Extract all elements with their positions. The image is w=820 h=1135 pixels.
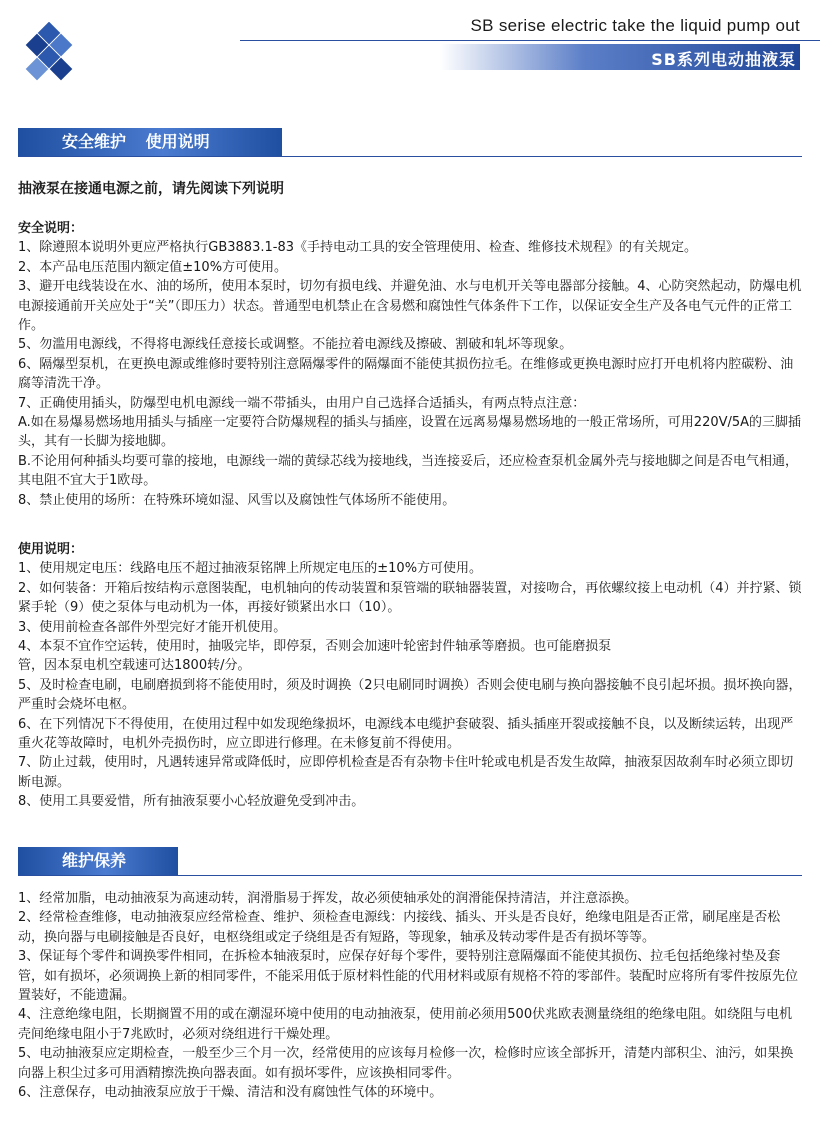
subsection-title-usage: 使用说明： bbox=[18, 542, 84, 557]
list-item: 3、使用前检查各部件外型完好才能开机使用。 bbox=[18, 619, 287, 635]
list-item: 3、保证每个零件和调换零件相同，在拆检本轴液泵时，应保存好每个零件，要特别注意隔爆面不能使其损伤、拉毛包括绝缘衬垫及套管，如有损坏，必须调换上新的相同零件，不能采用低于原材料性能的代用材料或原有规格不符的零部件。装配时应将所有零件按原先位置装好，不能遗漏。 bbox=[18, 949, 799, 1004]
section-divider bbox=[18, 875, 802, 876]
list-item: 6、在下列情况下不得使用，在使用过程中如发现绝缘损坏，电源线本电缆护套破裂、插头插座开裂或接触不良，以及断续运转，出现严重火花等故障时，电机外壳损伤时，应立即进行修理。在未修复前不得使用。 bbox=[18, 716, 794, 752]
list-item: 4、注意绝缘电阻，长期搁置不用的或在潮湿环境中使用的电动抽液泵，使用前必须用500伏兆欧表测量绕组的绝缘电阻。如绕阻与电机壳间绝缘电阻小于7兆欧时，必须对绕组进行干燥处理。 bbox=[18, 1007, 793, 1042]
list-item: 6、注意保存，电动抽液泵应放于干燥、清洁和没有腐蚀性气体的环境中。 bbox=[18, 1085, 443, 1101]
list-item: 7、正确使用插头，防爆型电机电源线一端不带插头，由用户自己选择合适插头，有两点特点注意： bbox=[18, 395, 586, 411]
list-item: 3、避开电线装设在水、油的场所，使用本泵时，切勿有损电线、并避免油、水与电机开关等电器部分接触。4、心防突然起动，防爆电机电源接通前开关应处于“关”（即压力）状态。普通型电机禁止在含易燃和腐蚀性气体条件下工作，以保证安全生产及各电气元件的正常工作。 bbox=[18, 279, 802, 334]
safety-instructions bbox=[18, 219, 804, 510]
list-item: 8、禁止使用的场所：在特殊环境如湿、风雪以及腐蚀性气体场所不能使用。 bbox=[18, 492, 456, 508]
list-item: 2、如何装备：开箱后按结构示意图装配，电机轴向的传动装置和泵管端的联轴器装置，对接吻合，再依螺纹接上电动机（4）并拧紧、锁紧手轮（9）使之泵体与电动机为一体，再接好锁紧出水口（10）。 bbox=[18, 580, 802, 616]
section-divider bbox=[18, 156, 802, 157]
list-item: B.不论用何种插头均要可靠的接地，电源线一端的黄绿芯线为接地线，当连接妥后，还应检查泵机金属外壳与接地脚之间是否电气相通，其电阻不宜大于1欧母。 bbox=[18, 453, 799, 489]
list-item: 2、本产品电压范围内额定值±10%方可使用。 bbox=[18, 259, 288, 275]
list-item: 2、经常检查维修，电动抽液泵应经常检查、维护、须检查电源线：内接线、插头、开头是否良好，绝缘电阻是否正常，刷尾座是否松动，换向器与电刷接触是否良好，电枢绕组或定子绕组是否有短路，等现象，轴承及转动零件是否有损坏等等。 bbox=[18, 910, 781, 945]
section-title-safety: 安全维护 使用说明 bbox=[18, 128, 282, 156]
lead-notice: 抽液泵在接通电源之前，请先阅读下列说明 bbox=[18, 181, 284, 197]
usage-instructions bbox=[18, 540, 804, 812]
list-item: 5、电动抽液泵应定期检查，一般至少三个月一次，经常使用的应该每月检修一次，检修时应该全部拆开，清楚内部积尘、油污，如果换向器上积尘过多可用酒精擦洗换向器表面。如有损坏零件，应该换相同零件。 bbox=[18, 1046, 794, 1081]
list-item: 6、隔爆型泵机，在更换电源或维修时要特别注意隔爆零件的隔爆面不能使其损伤拉毛。在维修或更换电源时应打开电机将内腔碳粉、油腐等清洗干净。 bbox=[18, 356, 794, 392]
list-item: 8、使用工具要爱惜，所有抽液泵要小心轻放避免受到冲击。 bbox=[18, 794, 365, 810]
list-item: 管，因本泵电机空载速可达1800转/分。 bbox=[18, 658, 251, 674]
list-item: 1、经常加脂，电动抽液泵为高速动转，润滑脂易于挥发，故必须使轴承处的润滑能保持清洁，并注意添换。 bbox=[18, 891, 638, 906]
list-item: A.如在易爆易燃场地用插头与插座一定要符合防爆规程的插头与插座，设置在远离易爆易燃场地的一般正常场所，可用220V/5A的三脚插头，其有一长脚为接地脚。 bbox=[18, 415, 802, 450]
list-item: 5、勿滥用电源线，不得将电源线任意接长或调整。不能拉着电源线及擦破、割破和轧坏等现象。 bbox=[18, 337, 573, 353]
list-item: 1、除遵照本说明外更应严格执行GB3883.1-83《手持电动工具的安全管理使用、检查、维修技术规程》的有关规定。 bbox=[18, 240, 697, 256]
header-divider bbox=[240, 40, 820, 41]
header-title-cn: SB系列电动抽液泵 bbox=[651, 50, 796, 69]
list-item: 5、及时检查电刷，电刷磨损到将不能使用时，须及时调换（2只电刷同时调换）否则会使电刷与换向器接触不良引起坏损。损坏换向器，严重时会烧坏电枢。 bbox=[18, 677, 802, 713]
maintenance-instructions bbox=[18, 889, 804, 1102]
section-title-maintenance: 维护保养 bbox=[18, 847, 178, 875]
subsection-title-safety: 安全说明： bbox=[18, 221, 84, 236]
company-logo bbox=[20, 22, 80, 82]
list-item: 4、本泵不宜作空运转，使用时，抽吸完毕，即停泵，否则会加速叶轮密封件轴承等磨损。也可能磨损泵 bbox=[18, 639, 612, 655]
header-title-en: SB serise electric take the liquid pump out bbox=[470, 16, 800, 35]
list-item: 1、使用规定电压：线路电压不超过抽液泵铭牌上所规定电压的±10%方可使用。 bbox=[18, 561, 483, 577]
list-item: 7、防止过载，使用时，凡遇转速异常或降低时，应即停机检查是否有杂物卡住叶轮或电机是否发生故障，抽液泵因故刹车时必须立即切断电源。 bbox=[18, 755, 794, 790]
